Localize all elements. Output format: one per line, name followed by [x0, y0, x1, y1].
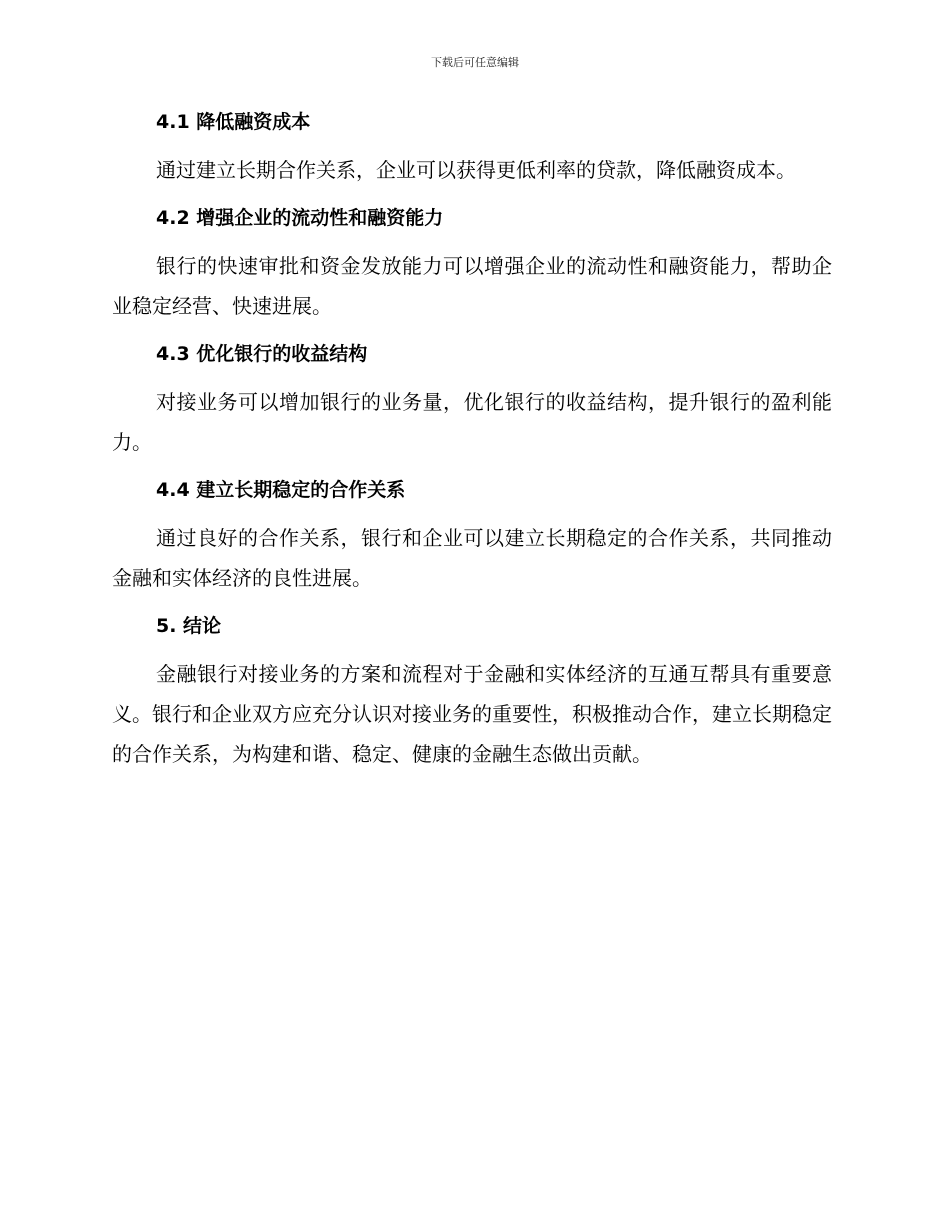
- section-paragraph: 银行的快速审批和资金发放能力可以增强企业的流动性和融资能力，帮助企业稳定经营、快速进展。: [112, 254, 832, 318]
- section-4-4: [112, 476, 832, 598]
- document-body: [112, 108, 832, 788]
- section-heading: 4.3 优化银行的收益结构: [156, 343, 368, 365]
- section-paragraph: 金融银行对接业务的方案和流程对于金融和实体经济的互通互帮具有重要意义。银行和企业双方应充分认识对接业务的重要性，积极推动合作，建立长期稳定的合作关系，为构建和谐、稳定、健康的金融生态做出贡献。: [112, 662, 832, 766]
- section-heading: 4.4 建立长期稳定的合作关系: [156, 479, 406, 501]
- page-header: 下载后可任意编辑: [431, 56, 519, 69]
- section-heading: 4.2 增强企业的流动性和融资能力: [156, 207, 444, 229]
- section-5-conclusion: [112, 612, 832, 774]
- section-paragraph: 通过建立长期合作关系，企业可以获得更低利率的贷款，降低融资成本。: [156, 158, 796, 182]
- section-paragraph: 对接业务可以增加银行的业务量，优化银行的收益结构，提升银行的盈利能力。: [112, 390, 832, 454]
- section-heading: 5. 结论: [156, 615, 222, 637]
- section-4-1: [112, 108, 832, 190]
- section-heading: 4.1 降低融资成本: [156, 111, 311, 133]
- section-paragraph: 通过良好的合作关系，银行和企业可以建立长期稳定的合作关系，共同推动金融和实体经济的良性进展。: [112, 526, 832, 590]
- section-4-3: [112, 340, 832, 462]
- section-4-2: [112, 204, 832, 326]
